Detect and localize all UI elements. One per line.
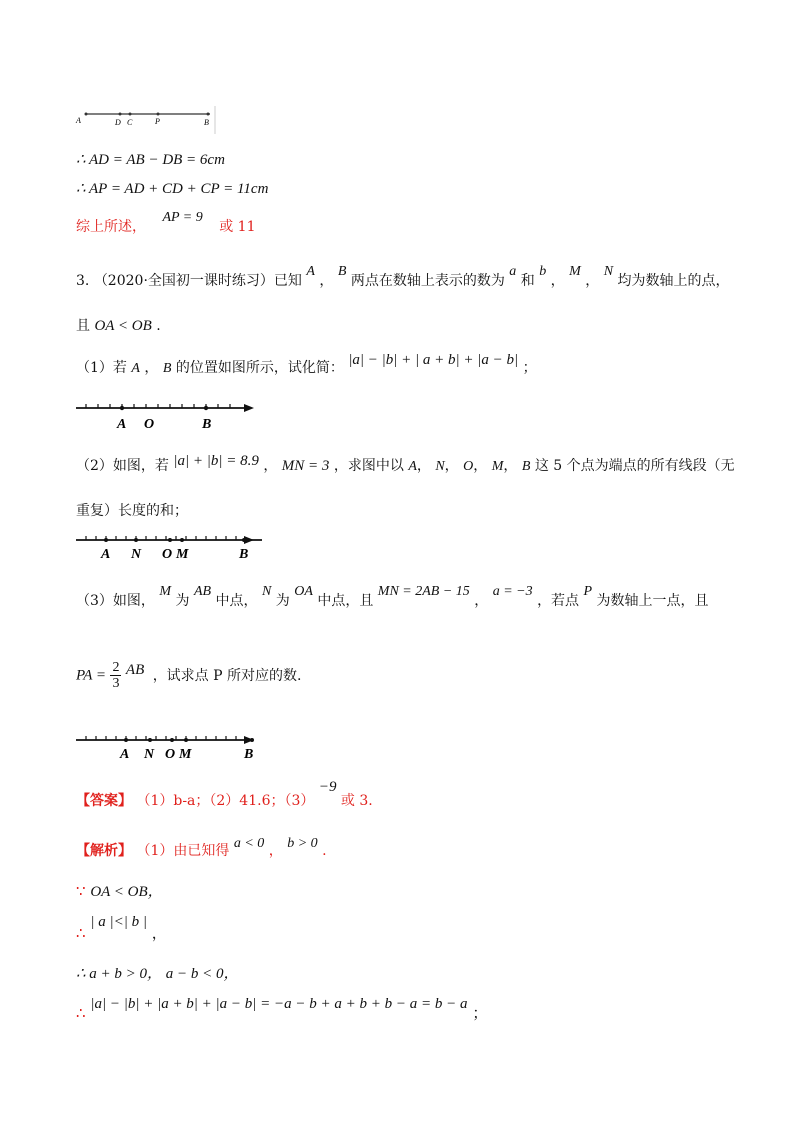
analysis-dot: . xyxy=(322,843,327,859)
part2-letter-b: B xyxy=(521,459,531,474)
part3-oa: OA xyxy=(294,584,313,599)
diagram-label-p: P xyxy=(155,117,160,126)
part3-text-tail: 为数轴上一点，且 xyxy=(596,593,709,609)
part3-text-end: ，试求点 P 所对应的数. xyxy=(152,667,302,684)
analysis-line xyxy=(76,836,327,860)
analysis-b-cond: b > 0 xyxy=(287,836,318,851)
part2-text2: ，求图中以 xyxy=(333,458,404,474)
letter-a-upper: A xyxy=(306,264,315,279)
part3-text: （3）如图， xyxy=(76,593,155,609)
analysis-l1-text: OA < OB， xyxy=(90,884,163,900)
analysis-a-cond: a < 0 xyxy=(233,836,265,851)
line2-label-a: A xyxy=(101,547,111,562)
solution-line-1: ∴ AD = AB − DB = 6cm xyxy=(76,152,225,168)
letter-b-lower: b xyxy=(539,264,547,279)
therefore-symbol-1: ∴ xyxy=(76,924,86,942)
part2-letter-n: N xyxy=(435,459,445,474)
line2-label-o: O xyxy=(162,547,173,562)
fraction-denominator: 3 xyxy=(112,676,120,691)
analysis-l4-tail: ； xyxy=(472,1004,488,1022)
part3-letter-m: M xyxy=(159,584,172,599)
analysis-l2-text: | a |<| b | xyxy=(90,914,147,930)
part2-line: （2）如图，若 |a| + |b| = 8.9 ， MN = 3 ，求图中以 A， N， O， M， B 这 5 个点为端点的所有线段（无 xyxy=(76,453,735,474)
therefore-symbol-2: ∴ xyxy=(76,1004,86,1022)
analysis-l2-tail: ， xyxy=(151,924,167,942)
analysis-l4-text: |a| − |b| + |a + b| + |a − b| = −a − b + a + b + b − a = b − a xyxy=(90,996,468,1012)
line3-label-n: N xyxy=(144,747,155,762)
line3-label-b: B xyxy=(244,747,254,762)
answer-text: （1）b-a；（2）41.6；（3） xyxy=(136,793,315,809)
answer-tail: 或 3. xyxy=(340,793,373,809)
part3-pa: PA = xyxy=(76,667,106,684)
part3-fraction xyxy=(110,660,121,691)
analysis-l4 xyxy=(76,992,488,1022)
diagram-label-c: C xyxy=(127,118,133,127)
problem-header: 3. （2020·全国初一课时练习）已知 A ， B 两点在数轴上表示的数为 a 和 b ， M ， N 均为数轴上的点， xyxy=(76,264,730,289)
analysis-l1 xyxy=(76,880,163,901)
line1-label-b: B xyxy=(202,417,212,432)
letter-n: N xyxy=(603,264,614,279)
number-line-2 xyxy=(72,530,262,566)
part3-text-p: ，若点 xyxy=(537,593,580,609)
part3-wei2: 为 xyxy=(275,593,290,609)
solution-line-2: ∴ AP = AD + CD + CP = 11cm xyxy=(76,181,269,197)
line1-label-o: O xyxy=(144,417,155,432)
part1-line: （1）若 A ， B 的位置如图所示，试化简： |a| − |b| + | a + b| + |a − b| ； xyxy=(76,352,537,376)
because-symbol: ∵ xyxy=(76,882,86,900)
part2-letter-a: A xyxy=(408,459,417,474)
part2-expr2: MN = 3 xyxy=(281,458,330,474)
line2-label-n: N xyxy=(131,547,142,562)
problem-condition-line xyxy=(76,315,161,335)
part1-end: ； xyxy=(522,360,537,376)
summary-suffix: 或 11 xyxy=(219,219,256,235)
problem-tail: 均为数轴上的点， xyxy=(617,273,730,289)
line3-label-o: O xyxy=(165,747,176,762)
fraction-numerator: 2 xyxy=(112,660,120,675)
part3-wei: 为 xyxy=(175,593,190,609)
analysis-tag: 【解析】 xyxy=(76,843,132,859)
diagram-label-b: B xyxy=(204,118,209,127)
part3-mid2: 中点，且 xyxy=(317,593,374,609)
problem-and: 和 xyxy=(520,273,535,289)
part2-line2: 重复）长度的和； xyxy=(76,503,188,519)
part1-text2: 的位置如图所示，试化简： xyxy=(175,360,344,376)
diagram-label-a: A xyxy=(76,116,81,125)
part1-letter-b: B xyxy=(162,361,172,376)
part3-letter-p: P xyxy=(583,584,593,599)
letter-a-lower: a xyxy=(509,264,517,279)
problem-number: 3. xyxy=(76,273,90,289)
answer-tag: 【答案】 xyxy=(76,793,132,809)
line3-label-m: M xyxy=(179,747,192,762)
diagram-label-d: D xyxy=(115,118,121,127)
segment-diagram xyxy=(72,104,222,138)
part3-line: （3）如图， M 为 AB 中点， N 为 OA 中点，且 MN = 2AB − 15 ， a = −3 ，若点 P 为数轴上一点，且 xyxy=(76,584,709,609)
problem-source: （2020·全国初一课时练习）已知 xyxy=(93,273,302,289)
part1-expr: |a| − |b| + | a + b| + |a − b| xyxy=(348,352,519,368)
part2-letter-o: O xyxy=(463,459,474,474)
condition-period: . xyxy=(156,318,161,334)
analysis-text: （1）由已知得 xyxy=(136,843,230,859)
letter-b-upper: B xyxy=(337,264,347,279)
analysis-l3: ∴ a + b > 0， a − b < 0， xyxy=(76,966,239,982)
part3-a-expr: a = −3 xyxy=(492,584,533,599)
part3-expr: MN = 2AB − 15 xyxy=(377,584,470,599)
number-line-1 xyxy=(72,398,262,434)
condition-expr: OA < OB xyxy=(94,318,152,334)
line3-label-a: A xyxy=(120,747,130,762)
answer-line xyxy=(76,779,373,810)
condition-prefix: 且 xyxy=(76,318,90,334)
part3-ab: AB xyxy=(193,584,212,599)
part2-text3: 这 5 个点为端点的所有线段（无 xyxy=(534,458,735,474)
problem-text-points: 两点在数轴上表示的数为 xyxy=(350,273,505,289)
line2-label-m: M xyxy=(176,547,189,562)
analysis-l2 xyxy=(76,910,167,942)
line2-label-b: B xyxy=(239,547,249,562)
line1-label-a: A xyxy=(117,417,127,432)
part3-ab-2: AB xyxy=(125,661,145,678)
summary-expr: AP = 9 xyxy=(162,210,203,225)
part3-mid: 中点， xyxy=(215,593,258,609)
part1-text: （1）若 xyxy=(76,360,127,376)
analysis-comma: ， xyxy=(268,843,283,859)
part1-letter-a: A xyxy=(131,361,140,376)
number-line-3 xyxy=(72,730,262,766)
answer-neg9: −9 xyxy=(318,779,337,795)
summary-prefix: 综上所述， xyxy=(76,219,146,235)
part3-line2 xyxy=(76,660,301,691)
letter-m: M xyxy=(569,264,581,279)
part3-letter-n: N xyxy=(261,584,272,599)
summary-line xyxy=(76,210,256,236)
part2-expr1: |a| + |b| = 8.9 xyxy=(173,453,259,469)
part2-text: （2）如图，若 xyxy=(76,458,169,474)
part2-letter-m: M xyxy=(491,459,504,474)
